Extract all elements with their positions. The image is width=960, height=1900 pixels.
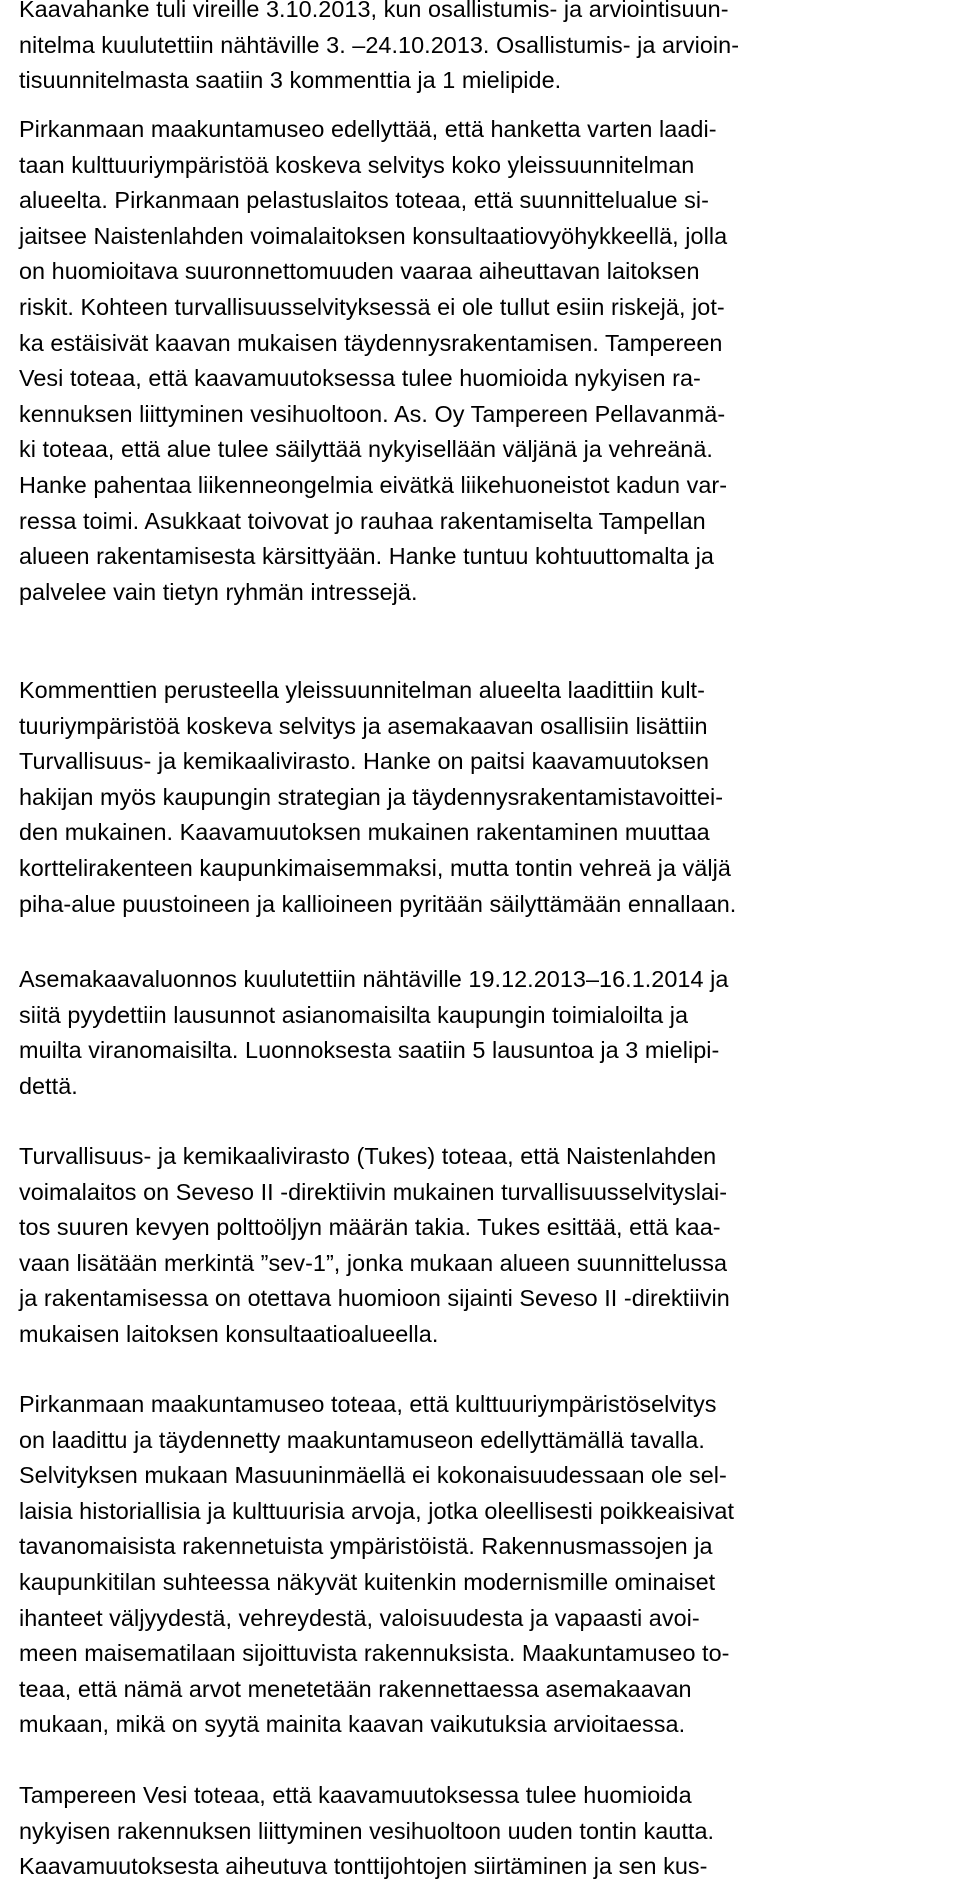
text-line: vaan lisätään merkintä ”sev-1”, jonka mukaan alueen suunnittelussa	[19, 1249, 728, 1276]
text-line: teaa, että nämä arvot menetetään rakennettaessa asemakaavan	[19, 1675, 692, 1702]
text-line: siitä pyydettiin lausunnot asianomaisilta kaupungin toimialoilta ja	[19, 1001, 689, 1028]
text-line: ki toteaa, että alue tulee säilyttää nykyisellään väljänä ja vehreänä.	[19, 436, 713, 463]
text-line: Vesi toteaa, että kaavamuutoksessa tulee huomioida nykyisen ra-	[19, 365, 701, 392]
paragraph-comments	[19, 112, 727, 610]
text-line: tuuriympäristöä koskeva selvitys ja asemakaavan osallisiin lisättiin	[19, 712, 708, 739]
paragraph-tukes	[19, 1139, 730, 1353]
text-line: voimalaitos on Seveso II -direktiivin mukainen turvallisuusselvityslai-	[19, 1178, 728, 1205]
text-line: Asemakaavaluonnos kuulutettiin nähtäville 19.12.2013–16.1.2014 ja	[19, 966, 729, 992]
text-line: Kaavamuutoksesta aiheutuva tonttijohtojen siirtäminen ja sen kus-	[19, 1853, 708, 1880]
text-line: tavanomaisista rakennetuista ympäristöistä. Rakennusmassojen ja	[19, 1533, 713, 1560]
text-line: Kaavahanke tuli vireille 3.10.2013, kun osallistumis- ja arviointisuun-	[19, 0, 729, 22]
text-line: Pirkanmaan maakuntamuseo toteaa, että kulttuuriympäristöselvitys	[19, 1391, 717, 1417]
text-line: korttelirakenteen kaupunkimaisemmaksi, mutta tontin vehreä ja väljä	[19, 854, 731, 881]
paragraph-water-utility	[19, 1778, 714, 1885]
text-line: riskit. Kohteen turvallisuusselvityksessä ei ole tullut esiin riskejä, jot-	[19, 293, 725, 320]
text-line: mukaisen laitoksen konsultaatioalueella.	[19, 1320, 439, 1347]
paragraph-draft-notice	[19, 962, 728, 1104]
text-line: Selvityksen mukaan Masuuninmäellä ei kokonaisuudessaan ole sel-	[19, 1462, 727, 1489]
text-line: ihanteet väljyydestä, vehreydestä, valoisuudesta ja vapaasti avoi-	[19, 1604, 700, 1631]
text-line: Tampereen Vesi toteaa, että kaavamuutoksessa tulee huomioida	[19, 1782, 692, 1808]
text-line: nykyisen rakennuksen liittyminen vesihuoltoon uuden tontin kautta.	[19, 1817, 715, 1844]
text-line: tos suuren kevyen polttoöljyn määrän takia. Tukes esittää, että kaa-	[19, 1214, 721, 1241]
paragraph-museum	[19, 1387, 734, 1743]
text-line: Pirkanmaan maakuntamuseo edellyttää, että hanketta varten laadi-	[19, 116, 717, 142]
text-line: tisuunnitelmasta saatiin 3 kommenttia ja 1 mielipide.	[19, 67, 562, 94]
text-line: palvelee vain tietyn ryhmän intressejä.	[19, 578, 418, 605]
text-line: ka estäisivät kaavan mukaisen täydennysrakentamisen. Tampereen	[19, 329, 723, 356]
text-line: piha-alue puustoineen ja kallioineen pyritään säilyttämään ennallaan.	[19, 890, 737, 917]
text-line: hakijan myös kaupungin strategian ja täydennysrakentamistavoittei-	[19, 783, 724, 810]
text-line: Turvallisuus- ja kemikaalivirasto (Tukes) toteaa, että Naistenlahden	[19, 1143, 717, 1169]
text-line: dettä.	[19, 1072, 78, 1099]
text-line: muilta viranomaisilta. Luonnoksesta saatiin 5 lausuntoa ja 3 mielipi-	[19, 1037, 720, 1064]
text-line: laisia historiallisia ja kulttuurisia arvoja, jotka oleellisesti poikkeaisivat	[19, 1497, 735, 1524]
text-line: Kommenttien perusteella yleissuunnitelman alueelta laadittiin kult-	[19, 677, 705, 703]
text-line: meen maisematilaan sijoittuvista rakennuksista. Maakuntamuseo to-	[19, 1640, 730, 1667]
text-line: alueen rakentamisesta kärsittyään. Hanke tuntuu kohtuuttomalta ja	[19, 543, 714, 570]
text-line: mukaan, mikä on syytä mainita kaavan vaikutuksia arvioitaessa.	[19, 1711, 686, 1738]
text-line: alueelta. Pirkanmaan pelastuslaitos toteaa, että suunnittelualue si-	[19, 187, 709, 214]
text-line: on huomioitava suuronnettomuuden vaaraa aiheuttavan laitoksen	[19, 258, 700, 285]
text-line: kennuksen liittyminen vesihuoltoon. As. Oy Tampereen Pellavanmä-	[19, 400, 726, 427]
text-line: jaitsee Naistenlahden voimalaitoksen konsultaatiovyöhykkeellä, jolla	[19, 222, 728, 249]
paragraph-response	[19, 673, 736, 922]
text-line: kaupunkitilan suhteessa näkyvät kuitenkin modernismille ominaiset	[19, 1568, 716, 1595]
text-line: Hanke pahentaa liikenneongelmia eivätkä liikehuoneistot kadun var-	[19, 471, 728, 498]
text-line: nitelma kuulutettiin nähtäville 3. –24.10.2013. Osallistumis- ja arvioin-	[19, 31, 740, 58]
text-line: Turvallisuus- ja kemikaalivirasto. Hanke on paitsi kaavamuutoksen	[19, 748, 710, 775]
text-line: den mukainen. Kaavamuutoksen mukainen rakentaminen muuttaa	[19, 819, 710, 846]
text-line: ressa toimi. Asukkaat toivovat jo rauhaa rakentamiselta Tampellan	[19, 507, 706, 534]
text-line: taan kulttuuriympäristöä koskeva selvitys koko yleissuunnitelman	[19, 151, 695, 178]
text-line: ja rakentamisessa on otettava huomioon sijainti Seveso II -direktiivin	[19, 1285, 730, 1312]
paragraph-initiation	[19, 0, 739, 99]
text-line: on laadittu ja täydennetty maakuntamuseon edellyttämällä tavalla.	[19, 1426, 705, 1453]
